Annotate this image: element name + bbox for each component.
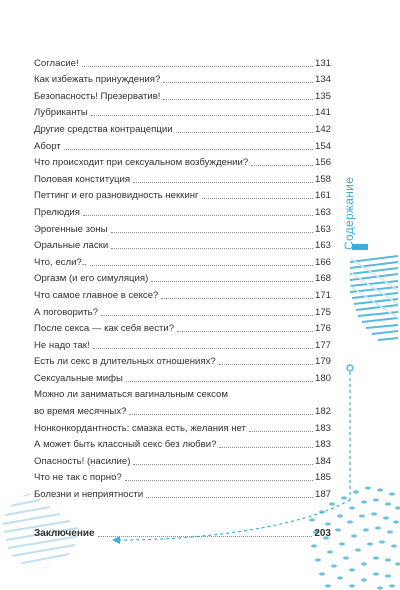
dot-leader bbox=[82, 65, 313, 67]
toc-entry-title: Лубриканты bbox=[34, 107, 88, 119]
dot-leader bbox=[64, 148, 313, 150]
toc-entry[interactable] bbox=[34, 434, 331, 451]
toc-entry-page: 203 bbox=[314, 527, 331, 539]
toc-entry-title: После секса — как себя вести? bbox=[34, 323, 175, 335]
dot-leader bbox=[177, 330, 313, 332]
toc-entry[interactable] bbox=[34, 351, 331, 368]
toc-entry-page: 134 bbox=[314, 74, 331, 86]
dot-leader bbox=[163, 81, 313, 83]
toc-entry[interactable] bbox=[34, 201, 331, 218]
toc-entry[interactable] bbox=[34, 334, 331, 351]
toc-entry-title: Что самое главное в сексе? bbox=[34, 289, 159, 301]
toc-entry-page: 187 bbox=[314, 489, 331, 501]
toc-entry[interactable] bbox=[34, 52, 331, 69]
toc-entry[interactable] bbox=[34, 185, 331, 202]
toc-entry-page: 182 bbox=[314, 406, 331, 418]
toc-entry-title: Согласие! bbox=[34, 57, 79, 69]
toc-entry-page: 131 bbox=[314, 57, 331, 69]
toc-entry[interactable] bbox=[34, 301, 331, 318]
toc-entry[interactable] bbox=[34, 235, 331, 252]
dot-leader bbox=[111, 231, 313, 233]
toc-entry-title: Половая конституция bbox=[34, 173, 131, 185]
dot-leader bbox=[146, 496, 313, 498]
toc-entry-title: Оргазм (и его симуляция) bbox=[34, 273, 149, 285]
toc-entry-page: 175 bbox=[314, 306, 331, 318]
toc-entry[interactable] bbox=[34, 152, 331, 169]
dot-leader bbox=[163, 98, 313, 100]
dot-leader bbox=[151, 280, 313, 282]
dot-leader bbox=[219, 446, 313, 448]
toc-entry[interactable] bbox=[34, 218, 331, 235]
toc-entry-page: 142 bbox=[314, 123, 331, 135]
toc-entry[interactable] bbox=[34, 85, 331, 102]
toc-entry-page: 158 bbox=[314, 173, 331, 185]
toc-entry[interactable] bbox=[34, 417, 331, 434]
dot-leader bbox=[249, 430, 313, 432]
toc-entry[interactable] bbox=[34, 467, 331, 484]
toc-entry-page: 183 bbox=[314, 422, 331, 434]
dot-leader bbox=[91, 114, 313, 116]
toc-entry-title: Оральные ласки bbox=[34, 240, 109, 252]
toc-entry-page: 163 bbox=[314, 240, 331, 252]
toc-entry-title: Что происходит при сексуальном возбуждении? bbox=[34, 157, 249, 169]
dot-leader bbox=[98, 535, 313, 537]
toc-entry[interactable] bbox=[34, 102, 331, 119]
toc-entry-page: 141 bbox=[314, 107, 331, 119]
dot-leader bbox=[219, 363, 313, 365]
dot-leader bbox=[161, 297, 313, 299]
arrow-start-dot bbox=[347, 365, 353, 371]
dot-leader bbox=[126, 380, 313, 382]
toc-entry-title: Нонконкордантность: смазка есть, желания нет bbox=[34, 422, 246, 434]
toc-entry-page: 183 bbox=[314, 439, 331, 451]
toc-entry-title: Не надо так! bbox=[34, 339, 90, 351]
toc-entry[interactable] bbox=[34, 318, 331, 335]
toc-entry-title: Есть ли секс в длительных отношениях? bbox=[34, 356, 216, 368]
dot-leader bbox=[133, 463, 313, 465]
toc-entry-title: Эрогенные зоны bbox=[34, 223, 108, 235]
toc-entry[interactable] bbox=[34, 268, 331, 285]
toc-entry[interactable] bbox=[34, 118, 331, 135]
toc-entry-title: Сексуальные мифы bbox=[34, 372, 123, 384]
toc-entry-title: Аборт bbox=[34, 140, 61, 152]
toc-entry-title: Болезни и неприятности bbox=[34, 489, 144, 501]
toc-entry[interactable] bbox=[34, 135, 331, 152]
toc-entry-title: Как избежать принуждения? bbox=[34, 74, 161, 86]
toc-entry[interactable] bbox=[34, 384, 331, 417]
toc-entry-conclusion[interactable] bbox=[34, 522, 331, 539]
toc-entry-page: 180 bbox=[314, 372, 331, 384]
toc-entry-title: во время месячных? bbox=[34, 406, 127, 418]
toc-entry-page: 168 bbox=[314, 273, 331, 285]
toc-entry[interactable] bbox=[34, 284, 331, 301]
toc-entry-title: Петтинг и его разновидность неккинг bbox=[34, 190, 199, 202]
side-tab-decoration bbox=[346, 250, 400, 350]
toc-entry-page: 154 bbox=[314, 140, 331, 152]
dot-leader bbox=[251, 164, 313, 166]
dot-leader bbox=[176, 131, 313, 133]
toc-entry-page: 185 bbox=[314, 472, 331, 484]
dot-leader bbox=[101, 314, 313, 316]
dot-leader bbox=[93, 347, 313, 349]
toc-entry-title: Опасность! (насилие) bbox=[34, 455, 131, 467]
toc-entry-page: 176 bbox=[314, 323, 331, 335]
toc-entry-page: 184 bbox=[314, 455, 331, 467]
section-label: Содержание bbox=[342, 176, 356, 250]
toc-entry-title: Прелюдия bbox=[34, 206, 80, 218]
toc-entry[interactable] bbox=[34, 483, 331, 500]
toc-entry[interactable] bbox=[34, 69, 331, 86]
toc-entry-title: Что, если?.. bbox=[34, 256, 88, 268]
dot-leader bbox=[125, 479, 313, 481]
toc-entry-page: 171 bbox=[314, 289, 331, 301]
toc-entry-title: А поговорить? bbox=[34, 306, 98, 318]
toc-entry-page: 163 bbox=[314, 206, 331, 218]
toc-entry-title: Другие средства контрацепции bbox=[34, 123, 173, 135]
dot-leader bbox=[111, 247, 313, 249]
toc-entry-page: 166 bbox=[314, 256, 331, 268]
toc-entry-title: А может быть классный секс без любви? bbox=[34, 439, 217, 451]
dot-leader bbox=[83, 214, 313, 216]
dot-leader bbox=[202, 197, 313, 199]
toc-entry-page: 135 bbox=[314, 90, 331, 102]
toc-entry-title: Безопасность! Презерватив! bbox=[34, 90, 161, 102]
toc-entry-title: Что не так с порно? bbox=[34, 472, 122, 484]
toc-entry-page: 177 bbox=[314, 339, 331, 351]
toc-entry-title-line1: Можно ли заниматься вагинальным сексом bbox=[34, 389, 228, 401]
toc-entry-page: 156 bbox=[314, 157, 331, 169]
table-of-contents bbox=[34, 52, 331, 539]
toc-entry-page: 179 bbox=[314, 356, 331, 368]
toc-entry-page: 161 bbox=[314, 190, 331, 202]
toc-entry[interactable] bbox=[34, 251, 331, 268]
toc-entry[interactable] bbox=[34, 168, 331, 185]
toc-entry[interactable] bbox=[34, 367, 331, 384]
dot-leader bbox=[90, 264, 313, 266]
toc-entry[interactable] bbox=[34, 450, 331, 467]
toc-entry-title: Заключение bbox=[34, 527, 95, 539]
toc-entry-page: 163 bbox=[314, 223, 331, 235]
dot-leader bbox=[129, 413, 313, 415]
dot-leader bbox=[133, 181, 313, 183]
